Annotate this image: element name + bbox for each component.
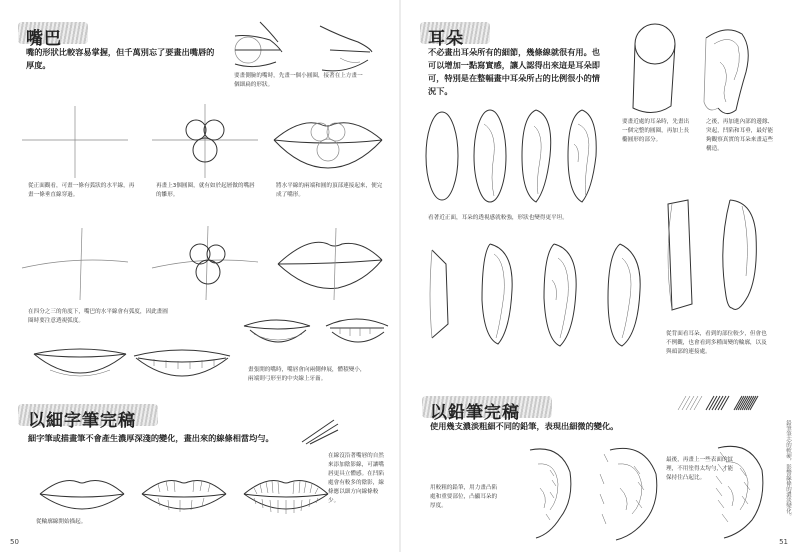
caption-side-mouth: 要畫側臉的嘴時，先畫一個小圓圈，接著在上方畫一個細扁的形狀。: [234, 73, 363, 88]
right-page: [400, 0, 800, 552]
angle-step-lips: [272, 222, 387, 302]
side-mouth-sketch-2: [310, 12, 380, 77]
sidebar-note: 鉛筆筆芯的軟硬，影響線條的濃淡變化。: [785, 420, 791, 519]
caption-open-mouth: 畫張開的嘴時，嘴唇會向兩側伸展，體積變小，兩端則弓形至的中央線上牙齒。: [248, 367, 366, 382]
caption-step-1: 從正面觀看，可畫一條有弧狀的水平線，再畫一條垂直線穿過。: [28, 183, 135, 198]
open-mouth-sketch-1: [240, 312, 315, 357]
caption-angle: 在四分之三的角度下，嘴巴的水平線會有弧度，因此畫圓圈時要注意透視弧度。: [28, 309, 168, 324]
caption-step-2: 再畫上3個圓圈，就有如於起層做的嘴唇的雛形。: [156, 183, 255, 198]
caption-front: 看著近正面，耳朵的透視感就較強，形狀也變得更平坦。: [428, 215, 568, 221]
ear-side-2: [476, 240, 522, 350]
ink-lips-outline: [36, 472, 128, 520]
intro-mouth: 嘴的形狀比較容易掌握，但千萬別忘了要畫出嘴唇的厚度。: [26, 47, 215, 70]
caption-ear-detail: 之後，再加進內部的邊緣、突起，凹陷和耳垂，最好能夠觀察真實的耳朵來畫這些構造。: [706, 119, 774, 152]
heading-ink: 以細字筆完稿: [28, 411, 136, 431]
heading-mouth: 嘴巴: [26, 29, 62, 49]
ear-front-1: [422, 106, 462, 206]
caption-back: 從背面看耳朵，看到的部位較少，但會也不例觀，也會看到多種面變的輪廓，以及與頭部的連接處。: [666, 331, 767, 355]
page-number-left: 50: [10, 538, 19, 546]
caption-ear-start: 要畫近處的耳朵時，先畫出一個完整的圓圈，再加上長橢圓形的部分。: [622, 119, 690, 143]
side-mouth-sketch-1: [230, 12, 290, 77]
intro-pencil: 使用幾支濃淡粗細不同的鉛筆，表現出細微的變化。: [430, 421, 619, 431]
pencil-ear-3: [700, 440, 772, 540]
ear-front-2: [470, 104, 510, 208]
caption-pencil-2: 最後，再畫上一些表面的紋理，不用塗得太均勻，才能保持住凸起比。: [666, 457, 734, 481]
open-mouth-sketch-2: [322, 312, 392, 357]
teeth-smile-sketch: [130, 346, 235, 391]
ear-side-4: [600, 240, 646, 350]
ear-construct-shape: [625, 22, 685, 117]
ear-side-1: [422, 244, 458, 344]
ink-lips-lined: [138, 472, 230, 520]
mouth-step-circles: [150, 100, 260, 180]
caption-ink-bottom: 從輪廓線開始描起。: [36, 519, 87, 525]
caption-step-3: 將水平線的兩端和圓的頂部連接起來，便完成了嘴形。: [276, 183, 383, 198]
ear-back-1: [658, 196, 700, 316]
smile-lips-sketch: [30, 346, 130, 391]
pencil-ear-2: [590, 444, 670, 542]
intro-ear: 不必畫出耳朵所有的細節，幾條線就很有用。也可以增加一點寫實感，讓人認得出來這是耳朵即可，特別是在整幅畫中耳朵所占的比例很小的情況下。: [428, 47, 600, 96]
ink-stroke-sample: [300, 416, 340, 446]
page-number-right: 51: [779, 538, 788, 546]
angle-step-cross: [20, 222, 130, 302]
caption-pencil-1: 用較粗的鉛筆，用力畫凸陷處和重要部位，凸顯耳朵的厚度。: [430, 485, 498, 509]
pencil-ear-1: [510, 444, 580, 542]
mouth-step-cross: [20, 100, 130, 180]
ear-side-3: [538, 240, 584, 350]
intro-ink: 細字筆或描畫筆不會產生濃厚深淺的變化，畫出來的線條相當均勻。: [28, 433, 274, 443]
ink-lips-shaded: [240, 472, 332, 520]
heading-ear: 耳朵: [428, 29, 464, 49]
caption-ink: 在線沒沿著嘴唇的自然來添加陰影線，可讓嘴唇更具立體感。在凹陷處會有較多的陰影，線條應以細方向線條較少。: [328, 453, 384, 504]
ear-construct-detail: [696, 22, 756, 122]
ear-front-3: [516, 104, 556, 208]
pencil-tone-sample: [676, 392, 772, 414]
angle-step-circles: [150, 222, 260, 302]
mouth-step-lips: [270, 100, 385, 180]
ear-front-4: [562, 104, 602, 208]
heading-pencil: 以鉛筆完稿: [430, 403, 520, 423]
ear-back-2: [712, 196, 768, 320]
